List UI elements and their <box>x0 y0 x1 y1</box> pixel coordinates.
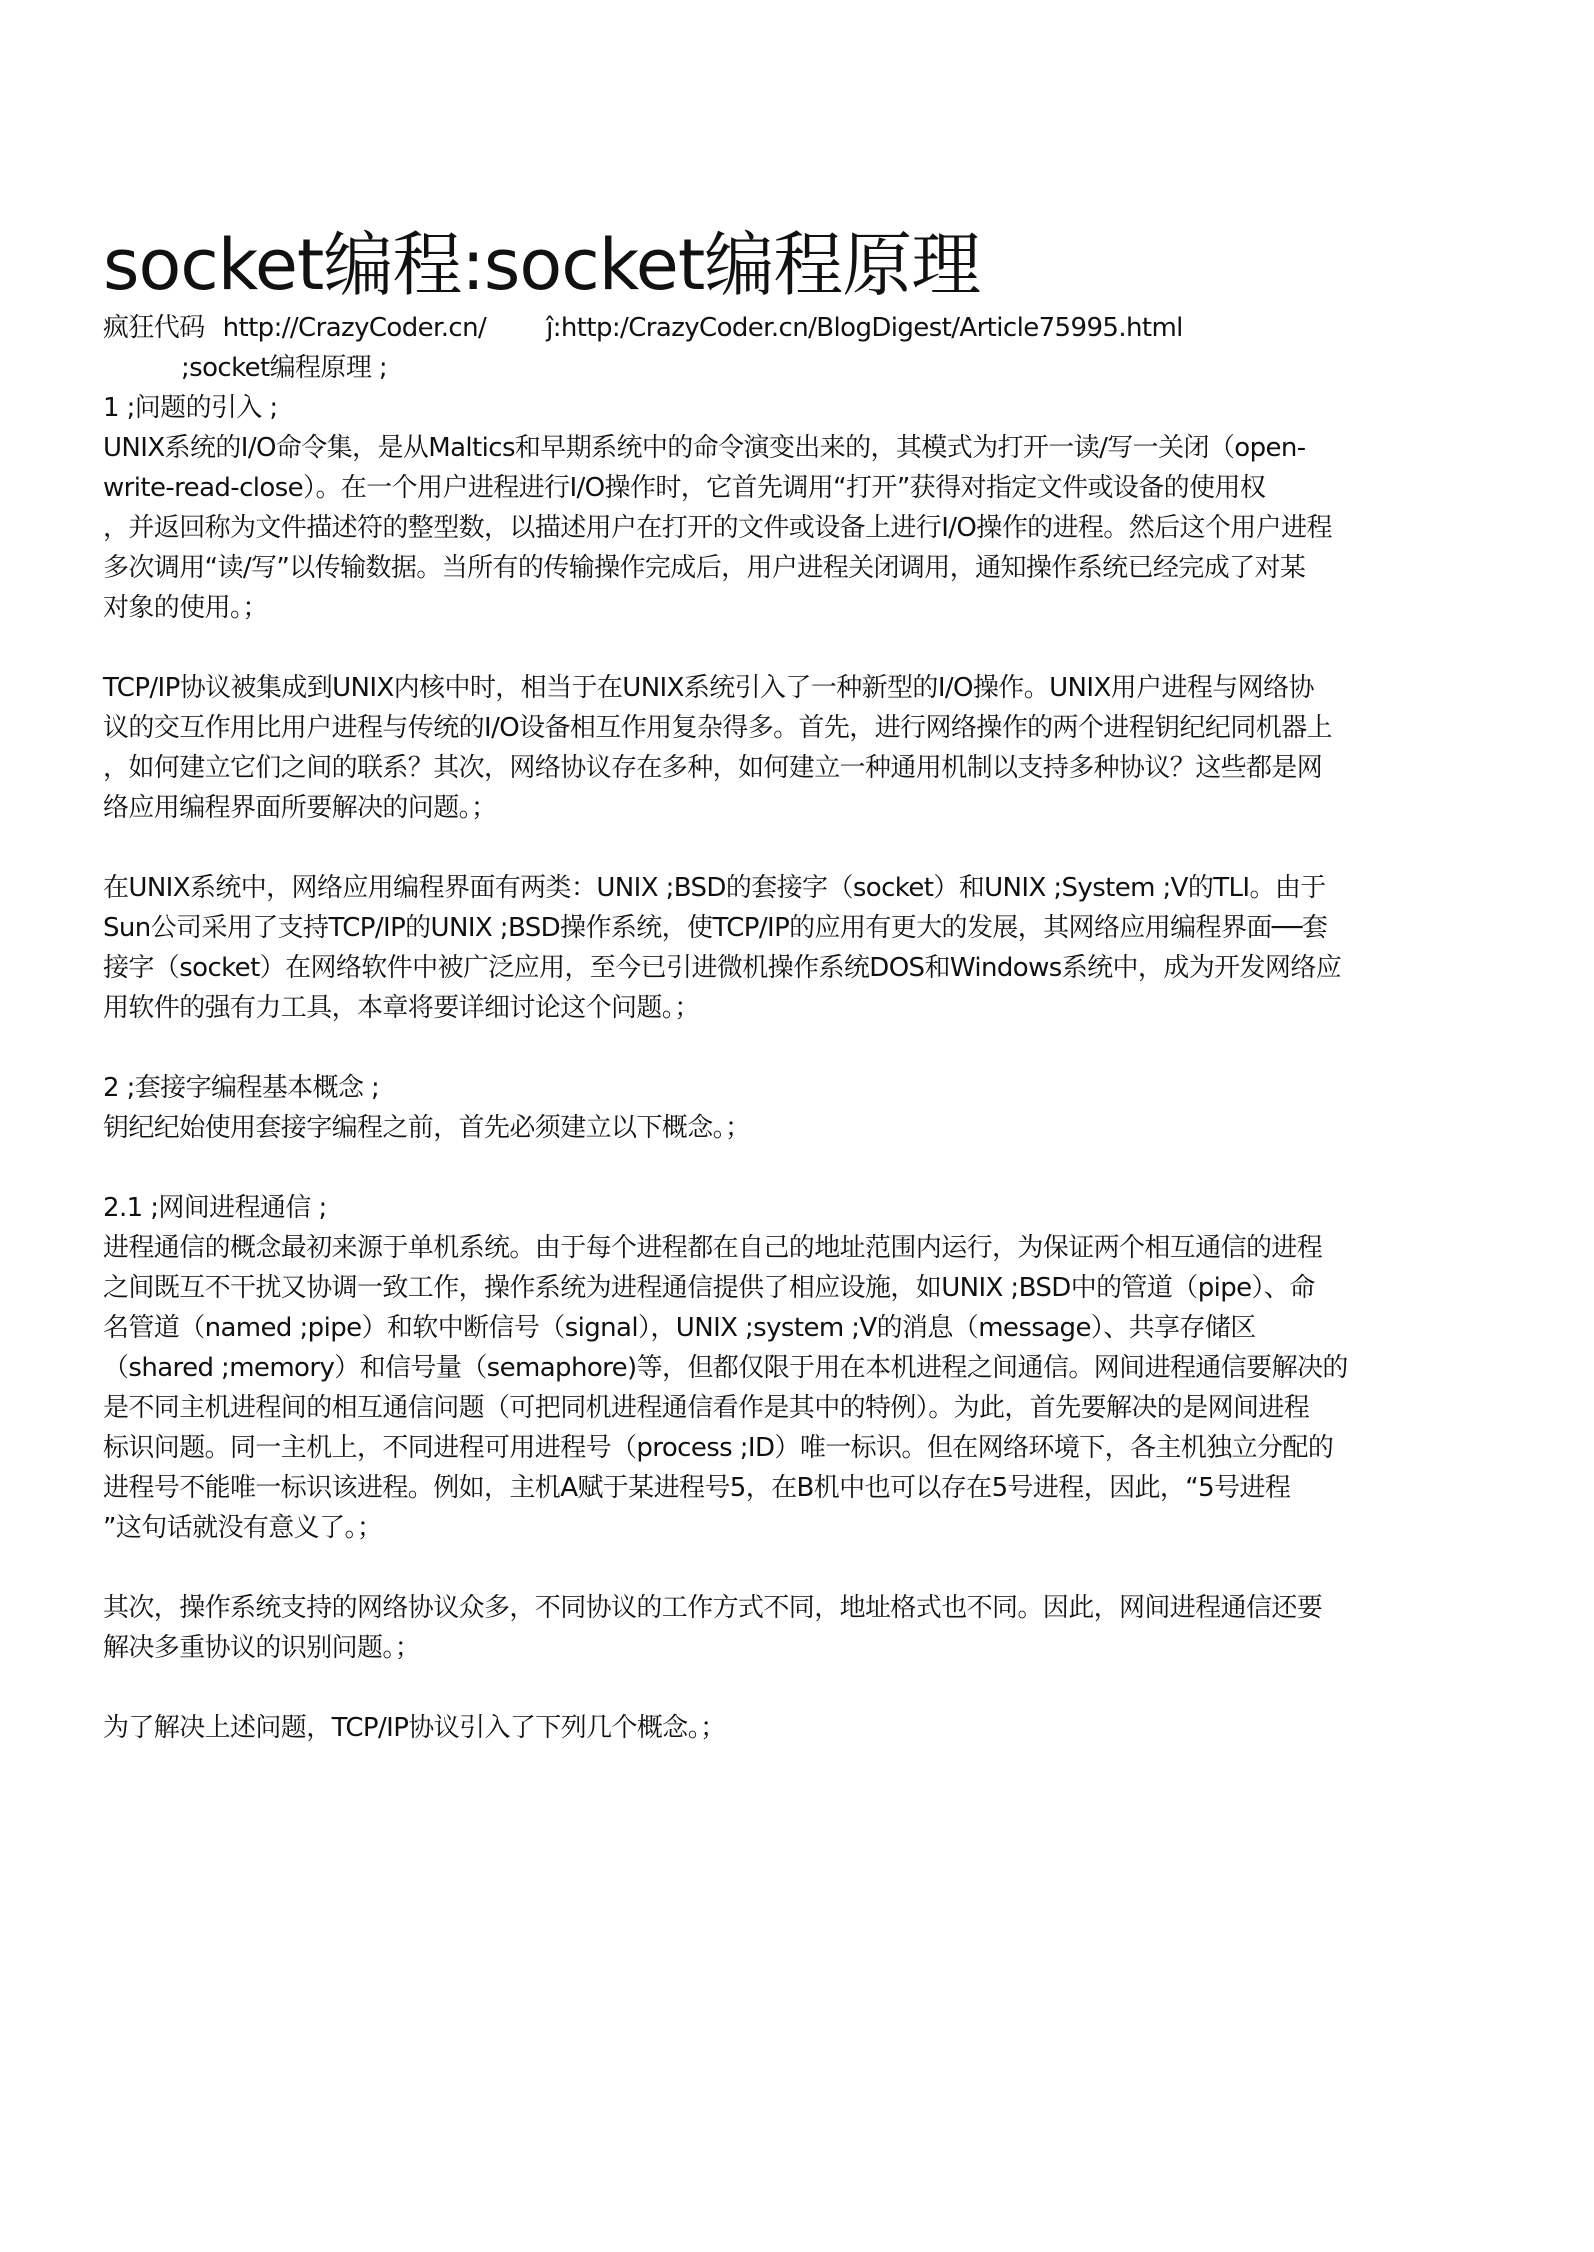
text-line: 多次调用“读/写”以传输数据。当所有的传输操作完成后，用户进程关闭调用，通知操作系统已经完成了对某 <box>103 553 1306 583</box>
text-line: 进程通信的概念最初来源于单机系统。由于每个进程都在自己的地址范围内运行，为保证两个相互通信的进程 <box>103 1233 1323 1263</box>
document-title: socket编程:socket编程原理 <box>103 224 981 306</box>
text-line: 用软件的强有力工具，本章将要详细讨论这个问题。； <box>103 993 700 1023</box>
text-line: 其次，操作系统支持的网络协议众多，不同协议的工作方式不同，地址格式也不同。因此，网间进程通信还要 <box>103 1593 1323 1623</box>
text-line: 在UNIX系统中，网络应用编程界面有两类：UNIX ;BSD的套接字（socket）和UNIX ;System ;V的TLI。由于 <box>103 873 1326 903</box>
site-name: 疯狂代码 <box>103 313 205 343</box>
text-line: ”这句话就没有意义了。； <box>103 1513 383 1543</box>
paragraph-7: 为了解决上述问题，TCP/IP协议引入了下列几个概念。； <box>103 1713 726 1743</box>
paragraph-gap <box>103 1148 1433 1188</box>
text-line: ，如何建立它们之间的联系？其次，网络协议存在多种，如何建立一种通用机制以支持多种协议？这些都是网 <box>103 753 1323 783</box>
paragraph-1 <box>103 428 1433 628</box>
text-line: 是不同主机进程间的相互通信问题（可把同机进程通信看作是其中的特例）。为此，首先要解决的是网间进程 <box>103 1393 1310 1423</box>
text-line: UNIX系统的I/O命令集，是从Maltics和早期系统中的命令演变出来的，其模式为打开一读/写一关闭（open- <box>103 433 1306 463</box>
document-page <box>103 222 1433 1748</box>
section-heading-1: 1 ;问题的引入 ; <box>103 393 278 423</box>
subtitle: ;socket编程原理 ; <box>181 353 388 383</box>
text-line: 进程号不能唯一标识该进程。例如，主机A赋于某进程号5，在B机中也可以存在5号进程，因此，“5号进程 <box>103 1473 1291 1503</box>
paragraph-gap <box>103 1028 1433 1068</box>
source-line <box>103 308 1433 348</box>
site-url: http://CrazyCoder.cn/ <box>222 313 487 343</box>
paragraph-gap <box>103 828 1433 868</box>
paragraph-6 <box>103 1588 1433 1668</box>
text-line: 对象的使用。； <box>103 593 268 623</box>
text-line: （shared ;memory）和信号量（semaphore)等，但都仅限于用在本机进程之间通信。网间进程通信要解决的 <box>103 1353 1348 1383</box>
text-line: 标识问题。同一主机上，不同进程可用进程号（process ;ID）唯一标识。但在网络环境下，各主机独立分配的 <box>103 1433 1334 1463</box>
paragraph-4: 钥纪纪始使用套接字编程之前，首先必须建立以下概念。； <box>103 1113 751 1143</box>
text-line: Sun公司采用了支持TCP/IP的UNIX ;BSD操作系统，使TCP/IP的应用有更大的发展，其网络应用编程界面──套 <box>103 913 1328 943</box>
text-line: 之间既互不干扰又协调一致工作，操作系统为进程通信提供了相应设施，如UNIX ;BSD中的管道（pipe）、命 <box>103 1273 1315 1303</box>
text-line: 名管道（named ;pipe）和软中断信号（signal），UNIX ;system ;V的消息（message）、共享存储区 <box>103 1313 1256 1343</box>
paragraph-5 <box>103 1228 1433 1548</box>
text-line: TCP/IP协议被集成到UNIX内核中时，相当于在UNIX系统引入了一种新型的I/O操作。UNIX用户进程与网络协 <box>103 673 1314 703</box>
paragraph-gap <box>103 1548 1433 1588</box>
paragraph-3 <box>103 868 1433 1028</box>
text-line: 解决多重协议的识别问题。； <box>103 1633 421 1663</box>
paragraph-gap <box>103 628 1433 668</box>
paragraph-gap <box>103 1668 1433 1708</box>
text-line: 议的交互作用比用户进程与传统的I/O设备相互作用复杂得多。首先，进行网络操作的两个进程钥纪纪同机器上 <box>103 713 1332 743</box>
text-line: write-read-close）。在一个用户进程进行I/O操作时，它首先调用“打开”获得对指定文件或设备的使用权 <box>103 473 1266 503</box>
text-line: ，并返回称为文件描述符的整型数，以描述用户在打开的文件或设备上进行I/O操作的进程。然后这个用户进程 <box>103 513 1332 543</box>
section-heading-2-1: 2.1 ;网间进程通信 ; <box>103 1193 327 1223</box>
section-heading-2: 2 ;套接字编程基本概念 ; <box>103 1073 380 1103</box>
paragraph-2 <box>103 668 1433 828</box>
text-line: 络应用编程界面所要解决的问题。； <box>103 793 497 823</box>
article-url: ĵ:http:/CrazyCoder.cn/BlogDigest/Article75995.html <box>546 313 1183 343</box>
text-line: 接字（socket）在网络软件中被广泛应用，至今已引进微机操作系统DOS和Windows系统中，成为开发网络应 <box>103 953 1342 983</box>
